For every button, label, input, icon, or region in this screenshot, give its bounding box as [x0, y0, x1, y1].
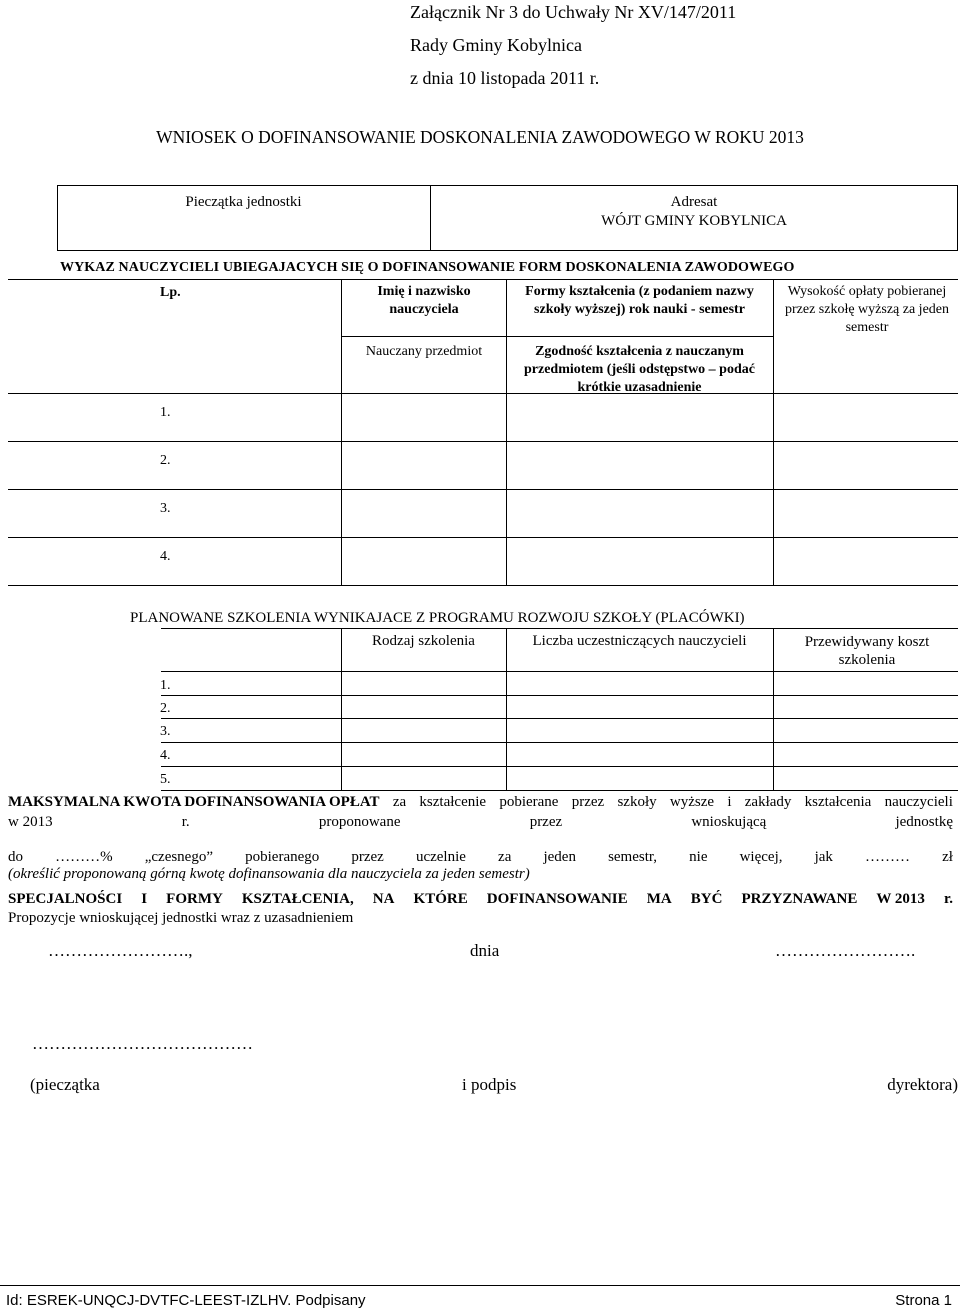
max-word: i [727, 794, 732, 810]
max-word: ………% [55, 849, 113, 865]
training-row-2: 2. [160, 701, 171, 716]
header-line-3: z dnia 10 listopada 2011 r. [410, 68, 600, 88]
section1-heading: WYKAZ NAUCZYCIELI UBIEGAJACYCH SIĘ O DOFINANSOWANIE FORM DOSKONALENIA ZAWODOWEGO [60, 260, 795, 275]
sign-caption: i podpis [462, 1075, 517, 1094]
footer-rule [0, 1285, 960, 1286]
special-word: PRZYZNAWANE [741, 891, 858, 907]
training-row-3: 3. [160, 724, 171, 739]
special-word: NA [372, 891, 395, 907]
special-word: r. [943, 891, 953, 907]
max-word: przez [529, 814, 563, 830]
special-word: MA [646, 891, 672, 907]
max-word: zł [942, 849, 953, 865]
max-word: wyższe [669, 794, 715, 810]
header-line-2: Rady Gminy Kobylnica [410, 35, 582, 55]
special-line-2: Propozycje wnioskującej jednostki wraz z uzasadnieniem [8, 910, 354, 926]
max-word: przez [571, 794, 605, 810]
max-word: za [392, 794, 407, 810]
max-word: proponowane [318, 814, 401, 830]
date-dots: ……………………. [775, 941, 916, 960]
training-row-1: 1. [160, 678, 171, 693]
max-word: jeden [543, 849, 576, 865]
max-line-1 [8, 794, 953, 811]
special-word: DOFINANSOWANIE [486, 891, 628, 907]
special-word: SPECJALNOŚCI [8, 891, 123, 907]
max-word: jak [814, 849, 833, 865]
training-row-5: 5. [160, 772, 171, 787]
col-fee-label: Wysokość opłaty pobieranej przez szkołę wyższą za jeden semestr [784, 284, 949, 335]
addressee-label: Adresat [670, 194, 718, 210]
col-cost-header: Przewidywany koszt szkolenia [804, 634, 930, 668]
max-word: r. [181, 814, 190, 830]
special-word: KSZTAŁCENIA, [241, 891, 354, 907]
max-word: wnioskującą [691, 814, 767, 830]
max-word: za [498, 849, 512, 865]
max-word: semestr, [608, 849, 658, 865]
stamp-label: Pieczątka jednostki [185, 194, 302, 210]
col-type-header: Rodzaj szkolenia [372, 633, 475, 649]
max-line-3 [8, 849, 953, 866]
special-word: I [141, 891, 148, 907]
max-word: zakłady [744, 794, 792, 810]
max-bold-text: MAKSYMALNA KWOTA DOFINANSOWANIA OPŁAT [8, 794, 380, 810]
col-name-header [344, 283, 504, 319]
max-word: uczelnie [415, 849, 466, 865]
max-word: więcej, [739, 849, 783, 865]
footer-id: Id: ESREK-UNQCJ-DVTFC-LEEST-IZLHV. Podpisany [6, 1292, 366, 1309]
signature-dots: ………………………………… [32, 1034, 253, 1053]
col-subject-header: Nauczany przedmiot [365, 344, 483, 359]
special-word: KTÓRE [413, 891, 468, 907]
teacher-row-1: 1. [160, 405, 171, 420]
col-name-label: Imię i nazwisko nauczyciela [377, 284, 471, 317]
special-word: FORMY [166, 891, 223, 907]
teacher-row-4: 4. [160, 549, 171, 564]
place-dots: ……………………., [48, 941, 193, 960]
teacher-row-2: 2. [160, 453, 171, 468]
max-note: (określić proponowaną górną kwotę dofinansowania dla nauczyciela za jeden semestr) [8, 866, 530, 882]
max-word: nie [689, 849, 708, 865]
director-caption: dyrektora) [887, 1075, 958, 1094]
max-word: do [8, 849, 23, 865]
addressee-name: WÓJT GMINY KOBYLNICA [601, 213, 787, 229]
teacher-row-3: 3. [160, 501, 171, 516]
max-word: „czesnego” [144, 849, 214, 865]
max-word: kształcenia [804, 794, 872, 810]
special-word: W 2013 [876, 891, 925, 907]
special-line-1 [8, 891, 953, 908]
col-count-header: Liczba uczestniczących nauczycieli [532, 633, 747, 649]
max-word: szkoły [617, 794, 657, 810]
col-lp-header: Lp. [160, 285, 181, 300]
col-forms-header: Formy kształcenia (z podaniem nazwy szkoły wyższej) rok nauki - semestr [525, 284, 754, 317]
max-word: w 2013 [8, 814, 53, 830]
document-title: WNIOSEK O DOFINANSOWANIE DOSKONALENIA ZAWODOWEGO W ROKU 2013 [156, 127, 804, 147]
special-word: BYĆ [690, 891, 723, 907]
date-label: dnia [470, 941, 500, 960]
max-word: kształcenie [419, 794, 487, 810]
max-word: nauczycieli [884, 794, 953, 810]
header-line-1: Załącznik Nr 3 do Uchwały Nr XV/147/2011 [410, 2, 737, 22]
max-word: przez [351, 849, 384, 865]
max-word: ……… [865, 849, 911, 865]
col-fee-header [778, 283, 956, 337]
max-word: pobierane [499, 794, 559, 810]
stamp-caption: (pieczątka [30, 1075, 100, 1094]
col-compliance-header: Zgodność kształcenia z nauczanym przedmiotem (jeśli odstępstwo – podać krótkie uzasadnienie [524, 344, 755, 395]
max-line-2 [8, 814, 953, 831]
footer-page: Strona 1 [895, 1292, 952, 1309]
max-word: pobieranego [245, 849, 320, 865]
max-word: jednostkę [895, 814, 953, 830]
training-row-4: 4. [160, 748, 171, 763]
section2-heading: PLANOWANE SZKOLENIA WYNIKAJACE Z PROGRAMU ROZWOJU SZKOŁY (PLACÓWKI) [130, 610, 745, 626]
